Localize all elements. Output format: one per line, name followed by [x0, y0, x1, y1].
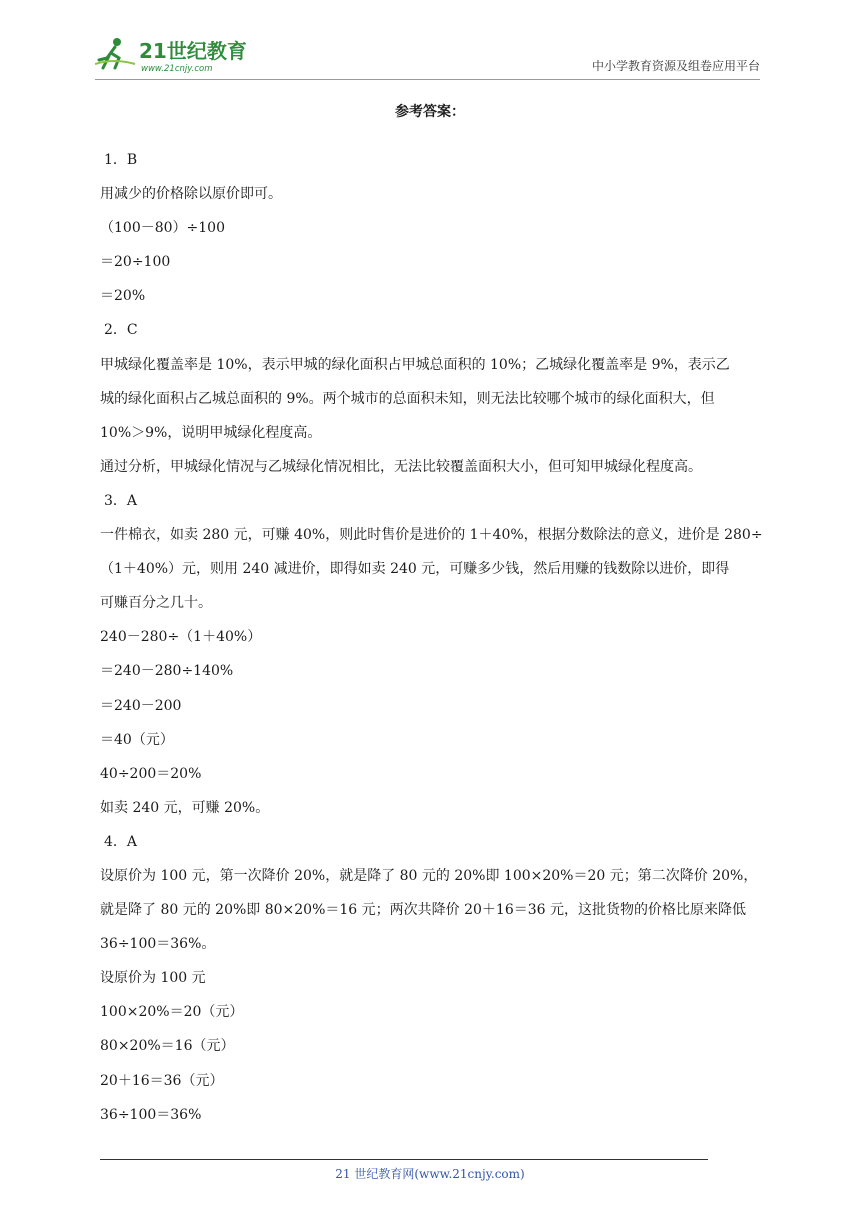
- answer-line: ＝20%: [100, 288, 146, 305]
- question-number: 3．A: [104, 492, 138, 509]
- page-header: [95, 30, 760, 78]
- answer-line: 80×20%＝16（元）: [100, 1038, 235, 1055]
- answer-line: （1＋40%）元，则用 240 减进价，即得如卖 240 元，可赚多少钱，然后用赚的钱数除以进价，即得: [100, 561, 730, 578]
- answer-line: 设原价为 100 元，第一次降价 20%，就是降了 80 元的 20%即 100×20%＝20 元；第二次降价 20%，: [100, 867, 758, 884]
- svg-text:21世纪教育: 21世纪教育: [139, 39, 247, 63]
- page-title: 参考答案：: [395, 104, 465, 120]
- header-platform-text: 中小学教育资源及组卷应用平台: [591, 59, 760, 73]
- answer-line: 城的绿化面积占乙城总面积的 9%。两个城市的总面积未知，则无法比较哪个城市的绿化面积大，但: [100, 390, 715, 407]
- answer-line: 一件棉衣，如卖 280 元，可赚 40%，则此时售价是进价的 1＋40%，根据分数除法的意义，进价是 280÷: [100, 527, 763, 544]
- answer-line: ＝240－200: [100, 697, 182, 714]
- answer-line: 可赚百分之几十。: [100, 595, 212, 612]
- answer-line: 36÷100＝36%。: [100, 936, 216, 953]
- answer-line: 通过分析，甲城绿化情况与乙城绿化情况相比，无法比较覆盖面积大小，但可知甲城绿化程度高。: [100, 458, 702, 475]
- svg-text:www.21cnjy.com: www.21cnjy.com: [141, 64, 213, 74]
- answer-line: ＝20÷100: [100, 254, 171, 271]
- header-divider: [95, 79, 760, 80]
- answer-line: ＝240－280÷140%: [100, 663, 234, 680]
- answer-line: 10%＞9%，说明甲城绿化程度高。: [100, 424, 322, 441]
- answer-line: 20＋16＝36（元）: [100, 1072, 224, 1089]
- question-number: 4．A: [104, 833, 138, 850]
- answer-line: 如卖 240 元，可赚 20%。: [100, 799, 270, 816]
- question-number: 1．B: [104, 152, 138, 168]
- answer-line: 36÷100＝36%: [100, 1106, 202, 1123]
- runner-icon: [95, 38, 135, 68]
- answer-line: （100－80）÷100: [100, 220, 225, 237]
- answer-line: ＝40（元）: [100, 731, 174, 748]
- footer-text: 21 世纪教育网(www.21cnjy.com): [335, 1167, 525, 1181]
- footer-divider: [100, 1159, 708, 1160]
- answer-line: 100×20%＝20（元）: [100, 1004, 244, 1021]
- answer-line: 240－280÷（1＋40%）: [100, 629, 262, 646]
- answer-line: 设原价为 100 元: [100, 970, 206, 987]
- answer-line: 用减少的价格除以原价即可。: [100, 186, 282, 203]
- site-logo: [95, 34, 265, 74]
- answer-line: 40÷200＝20%: [100, 765, 202, 782]
- answer-content: [100, 150, 765, 1139]
- question-number: 2．C: [104, 322, 138, 339]
- answer-line: 甲城绿化覆盖率是 10%，表示甲城的绿化面积占甲城总面积的 10%；乙城绿化覆盖率是 9%，表示乙: [100, 356, 730, 373]
- answer-line: 就是降了 80 元的 20%即 80×20%＝16 元；两次共降价 20＋16＝36 元，这批货物的价格比原来降低: [100, 902, 747, 919]
